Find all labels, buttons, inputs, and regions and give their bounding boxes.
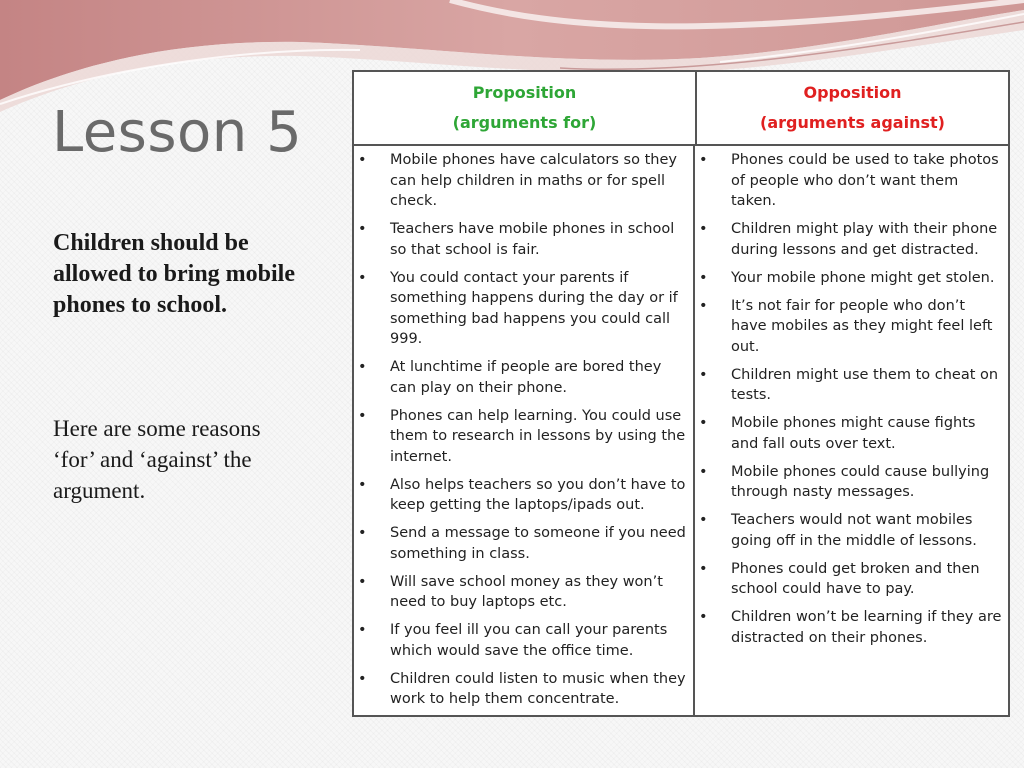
argument-for-item: • Will save school money as they won’t need to buy laptops etc. [390, 572, 687, 613]
table-header [354, 72, 1008, 146]
arguments-against-list [695, 146, 1008, 717]
opposition-title: Opposition [803, 83, 902, 102]
argument-for-item: • You could contact your parents if something happens during the day or if something bad happens you could call 999. [390, 268, 687, 350]
argument-against-item: • It’s not fair for people who don’t have mobiles as they might feel left out. [731, 296, 1004, 358]
opposition-subtitle: (arguments against) [760, 113, 945, 132]
table-body [354, 146, 1008, 717]
argument-against-item: • Children might play with their phone during lessons and get distracted. [731, 219, 1004, 260]
argument-for-item: • Send a message to someone if you need something in class. [390, 523, 687, 564]
arguments-for-list [354, 146, 695, 717]
proposition-subtitle: (arguments for) [452, 113, 597, 132]
argument-for-item: • At lunchtime if people are bored they can play on their phone. [390, 357, 687, 398]
argument-against-item: • Teachers would not want mobiles going off in the middle of lessons. [731, 510, 1004, 551]
argument-for-item: • Also helps teachers so you don’t have to keep getting the laptops/ipads out. [390, 475, 687, 516]
argument-against-item: • Your mobile phone might get stolen. [731, 268, 1004, 289]
argument-for-item: • If you feel ill you can call your parents which would save the office time. [390, 620, 687, 661]
argument-against-item: • Phones could be used to take photos of people who don’t want them taken. [731, 150, 1004, 212]
intro-text: Here are some reasons ‘for’ and ‘against’ the argument. [53, 416, 261, 503]
arguments-table [352, 70, 1010, 717]
proposition-header [354, 72, 697, 144]
argument-for-item: • Phones can help learning. You could use them to research in lessons by using the internet. [390, 406, 687, 468]
lesson-title: Lesson 5 [52, 100, 303, 165]
debate-motion: Children should be allowed to bring mobile phones to school. [53, 230, 296, 318]
argument-for-item: • Teachers have mobile phones in school so that school is fair. [390, 219, 687, 260]
argument-against-item: • Mobile phones might cause fights and fall outs over text. [731, 413, 1004, 454]
proposition-title: Proposition [472, 83, 577, 102]
opposition-header [697, 72, 1008, 144]
argument-against-item: • Phones could get broken and then school could have to pay. [731, 559, 1004, 600]
argument-against-item: • Children won’t be learning if they are distracted on their phones. [731, 607, 1004, 648]
argument-for-item: • Mobile phones have calculators so they can help children in maths or for spell check. [390, 150, 687, 212]
argument-for-item: • Children could listen to music when they work to help them concentrate. [390, 669, 687, 710]
argument-against-item: • Children might use them to cheat on tests. [731, 365, 1004, 406]
argument-against-item: • Mobile phones could cause bullying through nasty messages. [731, 462, 1004, 503]
